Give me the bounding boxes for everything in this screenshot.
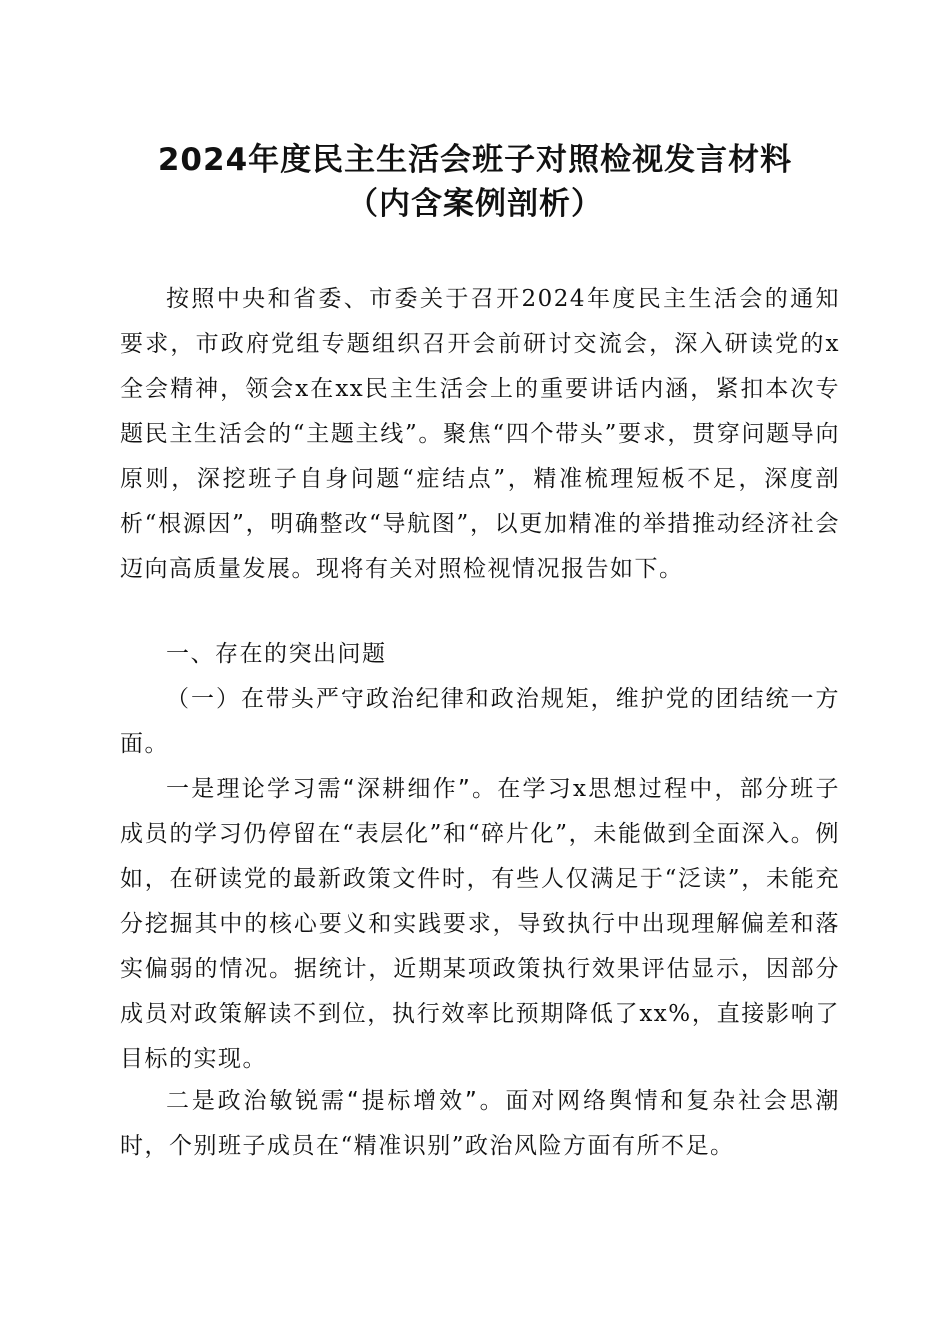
subsection-heading-1: （一）在带头严守政治纪律和政治规矩，维护党的团结统一方面。 — [120, 686, 840, 757]
point-two-lead: 二是政治敏锐需“提标增效”。 — [166, 1088, 506, 1114]
document-title-line1: 2024年度民主生活会班子对照检视发言材料 — [157, 142, 793, 178]
point-two-body: 面对网络舆情和复杂社会思潮时，个别班子成员在“精准识别”政治风险方面有所不足。 — [120, 1088, 840, 1159]
point-one-paragraph — [120, 767, 840, 1082]
point-one-body: 在学习x思想过程中，部分班子成员的学习仍停留在“表层化”和“碎片化”，未能做到全面深入。例如，在研读党的最新政策文件时，有些人仅满足于“泛读”，未能充分挖掘其中的核心要义和实践要求，导致执行中出现理解偏差和落实偏弱的情况。据统计，近期某项政策执行效果评估显示，因部分成员对政策解读不到位，执行效率比预期降低了xx%，直接影响了目标的实现。 — [120, 776, 840, 1072]
document-title-line2: （内含案例剖析） — [347, 186, 603, 222]
intro-paragraph: 按照中央和省委、市委关于召开2024年度民主生活会的通知要求，市政府党组专题组织召开会前研讨交流会，深入研读党的x全会精神，领会x在xx民主生活会上的重要讲话内涵，紧扣本次专题民主生活会的“主题主线”。聚焦“四个带头”要求，贯穿问题导向原则，深挖班子自身问题“症结点”，精准梳理短板不足，深度剖析“根源因”，明确整改“导航图”，以更加精准的举措推动经济社会迈向高质量发展。现将有关对照检视情况报告如下。 — [120, 286, 840, 582]
point-two-paragraph — [120, 1079, 840, 1169]
section-heading-1: 一、存在的突出问题 — [166, 641, 387, 667]
point-one-lead: 一是理论学习需“深耕细作”。 — [166, 776, 498, 802]
